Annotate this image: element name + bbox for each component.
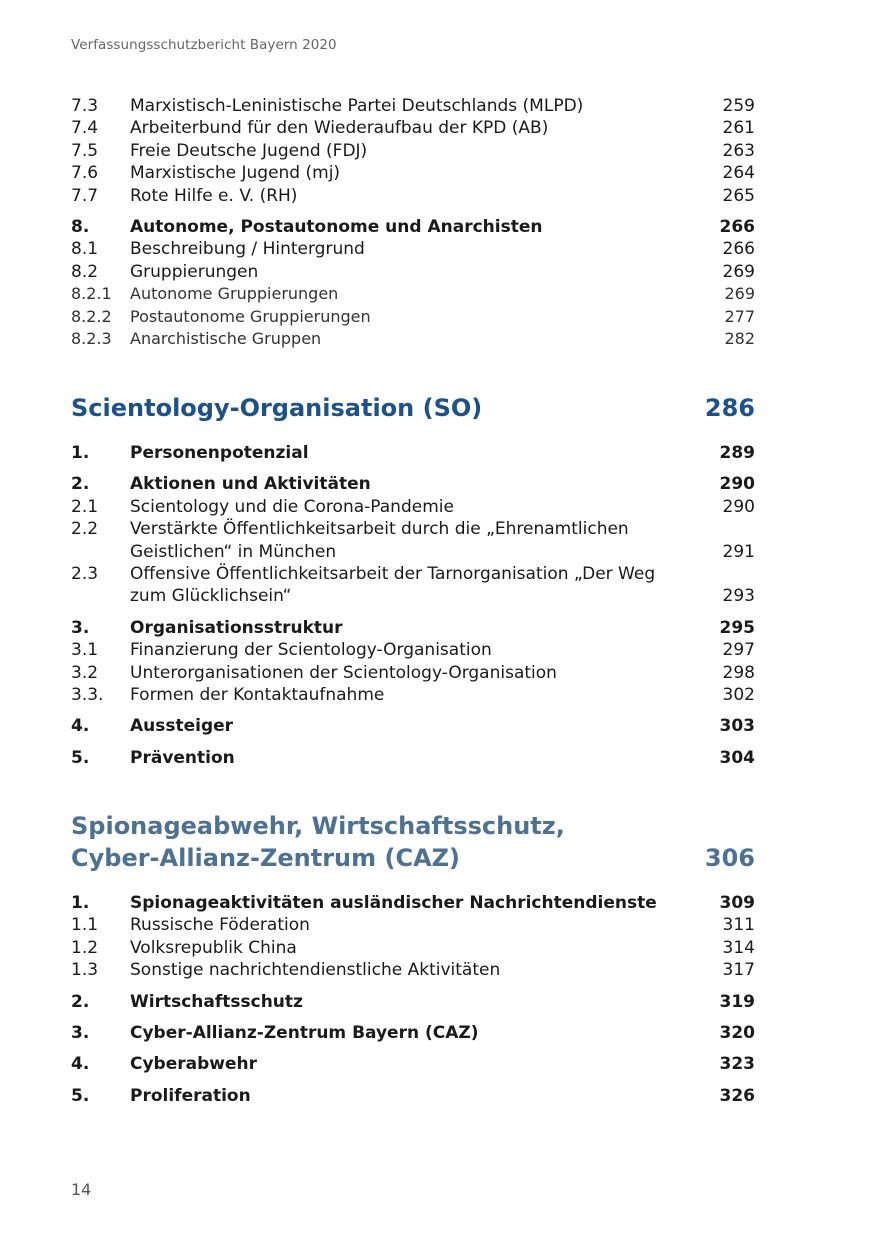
toc-entry[interactable] [71,496,755,518]
toc-entry-title: Rote Hilfe e. V. (RH) [130,185,298,206]
toc-entry-page: 282 [724,329,755,349]
toc-entry-title: Postautonome Gruppierungen [130,306,371,326]
toc-entry-title: Aktionen und Aktivitäten [130,474,371,495]
toc-entry-title: Spionageaktivitäten ausländischer Nachrichtendienste [130,893,657,913]
toc-entry[interactable] [71,684,755,706]
toc-entry[interactable] [71,238,755,260]
toc-entry-page: 311 [722,915,755,936]
toc-entry-page: 323 [719,1054,755,1075]
toc-entry-title: Arbeiterbund für den Wiederaufbau der KPD (AB) [130,118,549,139]
toc-entry-number: 1.3 [71,960,99,981]
toc-entry-title: Cyberabwehr [130,1054,258,1075]
toc-entry-page: 293 [722,586,755,607]
toc-entry-title: Unterorganisationen der Scientology-Organisation [130,662,557,683]
toc-entry-number: 8.2.1 [71,284,112,304]
toc-entry[interactable] [71,216,755,238]
toc-entry-number: 2.2 [71,519,99,540]
toc-entry[interactable] [71,95,755,117]
toc-entry-page: 320 [719,1023,755,1044]
section-heading-page: 306 [704,844,755,872]
toc-entry-page: 295 [719,617,755,638]
toc-entry-title: Volksrepublik China [130,937,297,958]
toc-entry-number: 8.2.2 [71,306,112,326]
toc-entry-number: 3.3. [71,685,104,706]
toc-entry-number: 2. [71,991,90,1012]
toc-entry-title: Gruppierungen [130,261,259,282]
toc-entry-number: 1. [71,893,90,913]
toc-entry-page: 289 [719,443,755,463]
toc-entry[interactable] [71,518,755,563]
toc-entry-number: 1.2 [71,937,99,958]
toc-entry-title: Freie Deutsche Jugend (FDJ) [130,140,368,161]
toc-entry[interactable] [71,1053,755,1075]
toc-entry-title: Personenpotenzial [130,443,309,463]
toc-entry[interactable] [71,563,755,608]
toc-entry-number: 4. [71,1054,90,1075]
page-number: 14 [71,1180,92,1199]
toc-entry-page: 326 [719,1085,755,1106]
toc-entry-title: Sonstige nachrichtendienstliche Aktivitäten [130,960,501,981]
toc-entry-title: Organisationsstruktur [130,617,343,638]
toc-entry-page: 304 [719,747,755,768]
toc-entry-title: Wirtschaftsschutz [130,991,303,1012]
section-heading-title: Scientology-Organisation (SO) [71,394,483,422]
toc-entry[interactable] [71,306,755,328]
toc-entry-number: 1. [71,443,90,463]
toc-entry-number: 2.1 [71,496,99,517]
toc-entry-number: 3.2 [71,662,99,683]
toc-entry[interactable] [71,937,755,959]
toc-entry[interactable] [71,162,755,184]
toc-block-left-extremism [71,95,755,350]
toc-entry[interactable] [71,662,755,684]
toc-entry[interactable] [71,473,755,495]
toc-entry[interactable] [71,261,755,283]
toc-entry-page: 319 [719,991,755,1012]
toc-entry[interactable] [71,117,755,139]
toc-entry-number: 8.1 [71,239,99,260]
toc-entry-page: 290 [722,496,755,517]
toc-entry-page: 277 [724,306,755,326]
toc-entry-title: Aussteiger [130,716,234,737]
running-header: Verfassungsschutzbericht Bayern 2020 [71,37,337,53]
toc-entry-number: 3. [71,1023,90,1044]
toc-entry-title: Formen der Kontaktaufnahme [130,685,385,706]
toc-entry-number: 2. [71,474,90,495]
toc-entry[interactable] [71,747,755,769]
toc-entry-page: 297 [722,640,755,661]
toc-entry-title: Anarchistische Gruppen [130,329,322,349]
section-heading-scientology[interactable] [71,392,755,424]
toc-entry[interactable] [71,617,755,639]
toc-entry-number: 7.3 [71,96,99,116]
toc-entry-number: 8.2 [71,261,99,282]
toc-entry-title: Offensive Öffentlichkeitsarbeit der Tarnorganisation „Der Weg zum Glücklichsein“ [130,564,656,607]
toc-entry[interactable] [71,639,755,661]
toc-entry-number: 7.4 [71,118,99,139]
toc-entry-title: Prävention [130,747,235,768]
toc-entry[interactable] [71,959,755,981]
toc-entry-page: 302 [722,685,755,706]
toc-entry-title: Autonome Gruppierungen [130,284,339,304]
toc-entry-page: 269 [724,284,755,304]
toc-entry-page: 291 [722,541,755,562]
toc-entry-title: Beschreibung / Hintergrund [130,239,365,260]
toc-entry-number: 7.7 [71,185,99,206]
toc-entry-number: 3. [71,617,90,638]
toc-entry-number: 7.6 [71,163,99,184]
toc-entry-page: 303 [719,716,755,737]
toc-entry-page: 314 [722,937,755,958]
toc-entry[interactable] [71,1022,755,1044]
toc-entry-page: 259 [722,96,755,116]
toc-entry[interactable] [71,715,755,737]
toc-entry-title: Proliferation [130,1085,251,1106]
toc-entry-page: 269 [722,261,755,282]
toc-entry-number: 8. [71,217,90,238]
toc-entry-page: 266 [722,239,755,260]
toc-entry-number: 8.2.3 [71,329,112,349]
toc-entry-page: 266 [719,217,755,238]
toc-entry-number: 1.1 [71,915,99,936]
toc-entry[interactable] [71,140,755,162]
toc-entry[interactable] [71,892,755,914]
toc-entry-title: Marxistische Jugend (mj) [130,163,341,184]
toc-entry-title: Scientology und die Corona-Pandemie [130,496,454,517]
toc-entry-title: Verstärkte Öffentlichkeitsarbeit durch die „Ehrenamtlichen Geistlichen“ in München [130,519,629,562]
toc-entry-page: 264 [722,163,755,184]
toc-entry[interactable] [71,914,755,936]
toc-entry-title: Autonome, Postautonome und Anarchisten [130,217,543,238]
toc-entry-page: 298 [722,662,755,683]
toc-entry[interactable] [71,442,755,464]
toc-entry-number: 5. [71,747,90,768]
toc-entry-page: 263 [722,140,755,161]
toc-entry-title: Marxistisch-Leninistische Partei Deutschlands (MLPD) [130,96,584,116]
toc-entry-page: 290 [719,474,755,495]
toc-entry-number: 2.3 [71,564,99,585]
toc-entry-page: 309 [719,893,755,913]
toc-entry[interactable] [71,328,755,350]
toc-entry-number: 3.1 [71,640,99,661]
toc-entry-title: Russische Föderation [130,915,310,936]
toc-entry-page: 317 [722,960,755,981]
toc-entry-number: 5. [71,1085,90,1106]
toc-entry[interactable] [71,283,755,305]
toc-entry[interactable] [71,185,755,207]
toc-entry-number: 7.5 [71,140,99,161]
toc-entry-title: Cyber-Allianz-Zentrum Bayern (CAZ) [130,1023,479,1044]
toc-entry[interactable] [71,991,755,1013]
toc-entry-page: 261 [722,118,755,139]
section-heading-title-line1: Spionageabwehr, Wirtschaftsschutz, [71,812,565,840]
toc-block-counterintelligence [71,892,755,1107]
section-heading-title-line2: Cyber-Allianz-Zentrum (CAZ) [71,844,461,872]
toc-entry-title: Finanzierung der Scientology-Organisation [130,640,492,661]
toc-entry[interactable] [71,1085,755,1107]
toc-entry-number: 4. [71,716,90,737]
toc-entry-page: 265 [722,185,755,206]
section-heading-counterintelligence[interactable] [71,810,755,874]
section-heading-page: 286 [704,394,755,422]
toc-block-scientology [71,442,755,769]
